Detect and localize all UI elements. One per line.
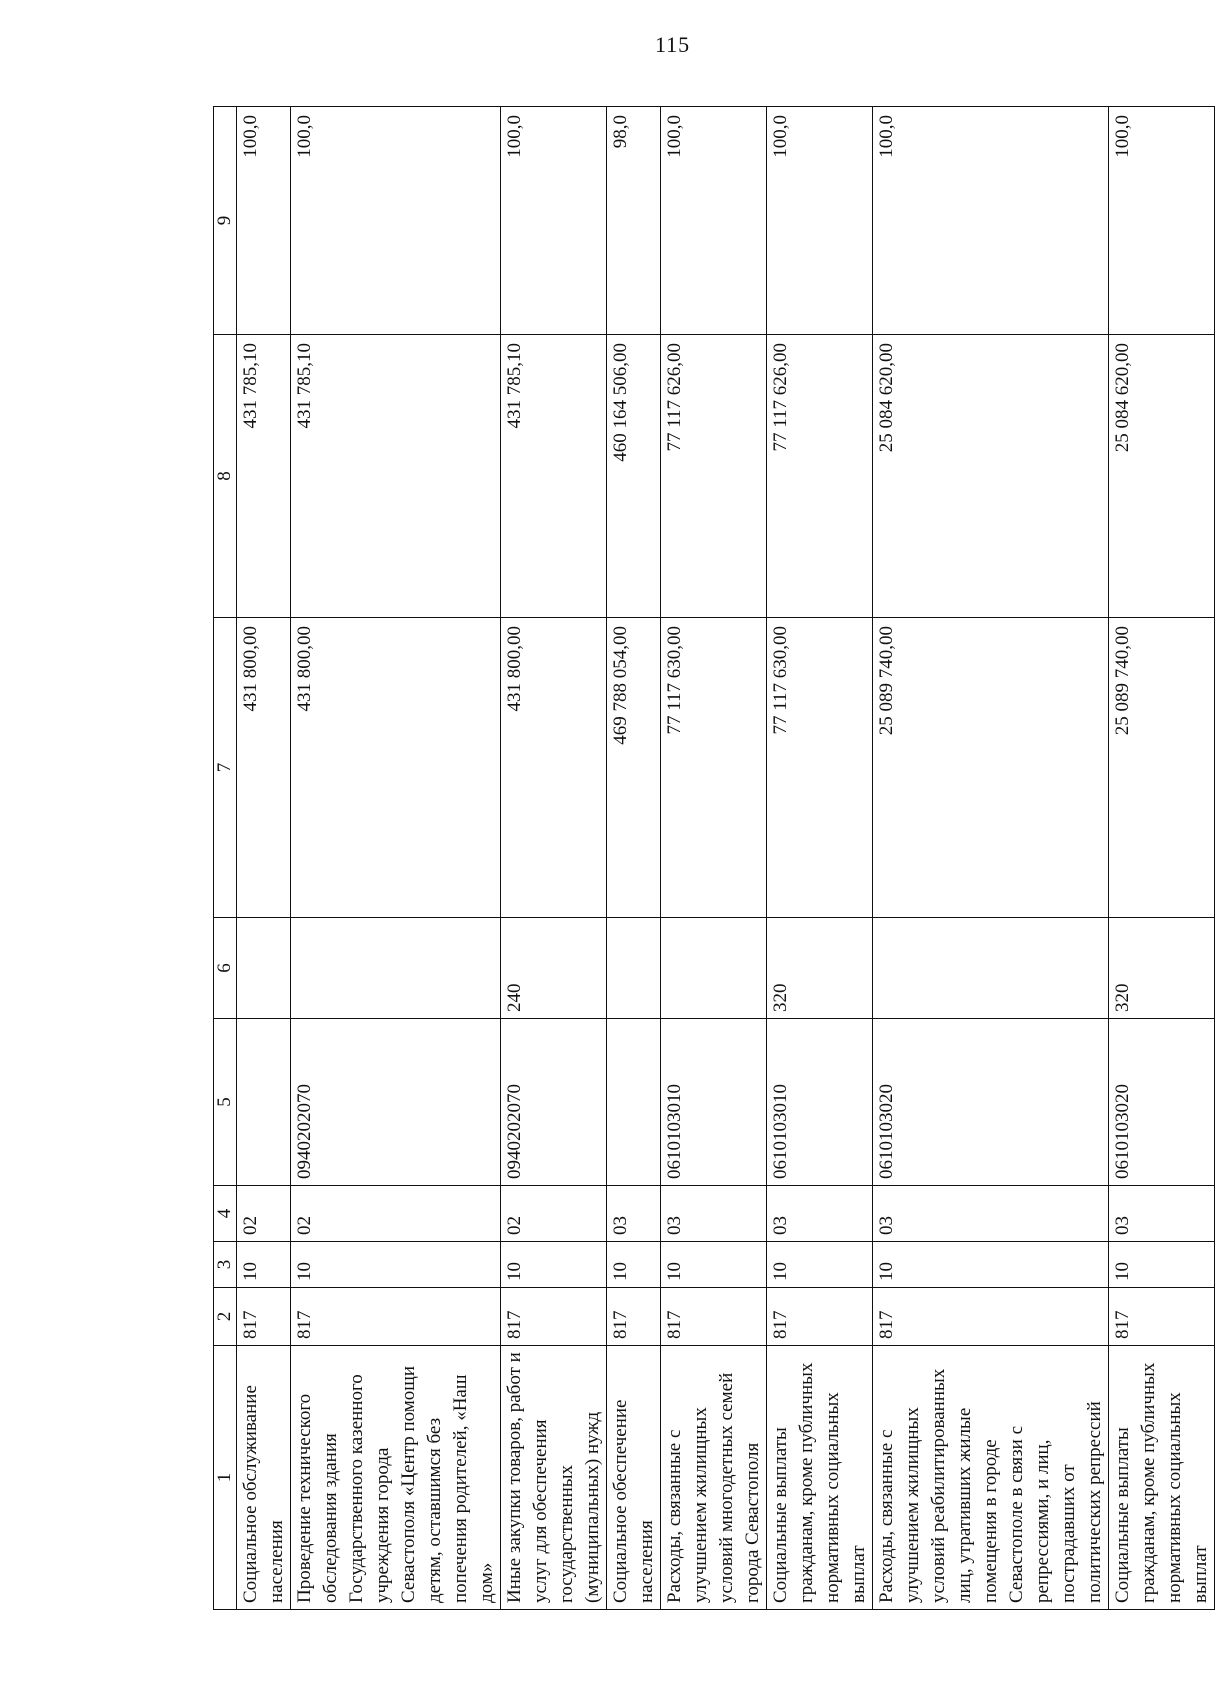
header-row xyxy=(214,107,237,1610)
row-col-3: 10 xyxy=(767,1242,873,1288)
row-col-8: 77 117 626,00 xyxy=(767,335,873,618)
row-name: Проведение технического обследования здания Государственного казенного учреждения города Севастополя «Центр помощи детям, оставшимся без попечения родителей, «Наш дом» xyxy=(291,1346,501,1610)
row-col-6: 320 xyxy=(767,918,873,1019)
row-col-9: 100,0 xyxy=(501,107,607,335)
row-name: Социальные выплаты гражданам, кроме публичных нормативных социальных выплат xyxy=(767,1346,873,1610)
row-col-5: 0940202070 xyxy=(501,1019,607,1186)
row-col-8: 431 785,10 xyxy=(501,335,607,618)
row-col-4: 02 xyxy=(501,1186,607,1242)
table-header xyxy=(214,107,237,1610)
row-col-2: 817 xyxy=(661,1288,767,1346)
table-row xyxy=(607,107,661,1610)
row-col-4: 03 xyxy=(661,1186,767,1242)
header-cell-1: 1 xyxy=(214,1346,237,1610)
table-row xyxy=(661,107,767,1610)
row-col-5: 0610103010 xyxy=(767,1019,873,1186)
row-col-7: 431 800,00 xyxy=(237,618,291,918)
row-col-3: 10 xyxy=(291,1242,501,1288)
row-name: Иные закупки товаров, работ и услуг для обеспечения государственных (муниципальных) нужд xyxy=(501,1346,607,1610)
table-row xyxy=(501,107,607,1610)
table-row xyxy=(291,107,501,1610)
header-cell-8: 8 xyxy=(214,335,237,618)
table-row xyxy=(767,107,873,1610)
table-row xyxy=(1109,107,1215,1610)
row-col-5: 0610103020 xyxy=(873,1019,1109,1186)
row-col-8: 25 084 620,00 xyxy=(873,335,1109,618)
row-col-7: 431 800,00 xyxy=(501,618,607,918)
header-cell-7: 7 xyxy=(214,618,237,918)
row-col-9: 100,0 xyxy=(1109,107,1215,335)
row-col-4: 02 xyxy=(291,1186,501,1242)
row-col-2: 817 xyxy=(501,1288,607,1346)
row-col-5 xyxy=(237,1019,291,1186)
row-col-6: 320 xyxy=(1109,918,1215,1019)
row-col-3: 10 xyxy=(661,1242,767,1288)
row-col-4: 03 xyxy=(767,1186,873,1242)
row-col-9: 98,0 xyxy=(607,107,661,335)
header-cell-5: 5 xyxy=(214,1019,237,1186)
row-col-8: 25 084 620,00 xyxy=(1109,335,1215,618)
row-col-7: 469 788 054,00 xyxy=(607,618,661,918)
row-col-9: 100,0 xyxy=(767,107,873,335)
header-cell-3: 3 xyxy=(214,1242,237,1288)
row-col-4: 03 xyxy=(1109,1186,1215,1242)
row-col-8: 431 785,10 xyxy=(237,335,291,618)
row-name: Расходы, связанные с улучшением жилищных условий многодетных семей города Севастополя xyxy=(661,1346,767,1610)
row-col-6 xyxy=(607,918,661,1019)
row-col-7: 25 089 740,00 xyxy=(1109,618,1215,918)
row-col-5 xyxy=(607,1019,661,1186)
rotated-table-container xyxy=(213,107,1211,1610)
table-body xyxy=(237,107,1215,1610)
header-cell-6: 6 xyxy=(214,918,237,1019)
row-col-8: 431 785,10 xyxy=(291,335,501,618)
row-col-7: 77 117 630,00 xyxy=(661,618,767,918)
row-col-5: 0610103010 xyxy=(661,1019,767,1186)
row-col-7: 25 089 740,00 xyxy=(873,618,1109,918)
row-col-6 xyxy=(237,918,291,1019)
row-col-5: 0610103020 xyxy=(1109,1019,1215,1186)
row-col-3: 10 xyxy=(1109,1242,1215,1288)
budget-table xyxy=(213,106,1215,1610)
row-col-4: 03 xyxy=(873,1186,1109,1242)
header-cell-9: 9 xyxy=(214,107,237,335)
row-col-9: 100,0 xyxy=(291,107,501,335)
row-col-9: 100,0 xyxy=(237,107,291,335)
table-row xyxy=(237,107,291,1610)
row-col-3: 10 xyxy=(873,1242,1109,1288)
row-col-3: 10 xyxy=(237,1242,291,1288)
row-col-2: 817 xyxy=(291,1288,501,1346)
page-number: 115 xyxy=(655,32,691,57)
row-col-2: 817 xyxy=(767,1288,873,1346)
header-cell-2: 2 xyxy=(214,1288,237,1346)
row-col-7: 431 800,00 xyxy=(291,618,501,918)
row-col-7: 77 117 630,00 xyxy=(767,618,873,918)
row-col-2: 817 xyxy=(607,1288,661,1346)
row-col-8: 77 117 626,00 xyxy=(661,335,767,618)
row-col-6 xyxy=(291,918,501,1019)
row-col-6 xyxy=(661,918,767,1019)
row-col-2: 817 xyxy=(1109,1288,1215,1346)
table-row xyxy=(873,107,1109,1610)
row-col-5: 0940202070 xyxy=(291,1019,501,1186)
row-col-4: 02 xyxy=(237,1186,291,1242)
row-col-3: 10 xyxy=(501,1242,607,1288)
row-col-6: 240 xyxy=(501,918,607,1019)
row-name: Социальные выплаты гражданам, кроме публичных нормативных социальных выплат xyxy=(1109,1346,1215,1610)
row-name: Социальное обслуживание населения xyxy=(237,1346,291,1610)
row-col-2: 817 xyxy=(237,1288,291,1346)
row-col-9: 100,0 xyxy=(873,107,1109,335)
row-col-2: 817 xyxy=(873,1288,1109,1346)
row-name: Социальное обеспечение населения xyxy=(607,1346,661,1610)
header-cell-4: 4 xyxy=(214,1186,237,1242)
row-col-4: 03 xyxy=(607,1186,661,1242)
row-col-9: 100,0 xyxy=(661,107,767,335)
row-name: Расходы, связанные с улучшением жилищных условий реабилитированных лиц, утративших жилые помещения в городе Севастополе в связи с репрессиями, и лиц, пострадавших от политических репрессий xyxy=(873,1346,1109,1610)
row-col-3: 10 xyxy=(607,1242,661,1288)
row-col-6 xyxy=(873,918,1109,1019)
row-col-8: 460 164 506,00 xyxy=(607,335,661,618)
